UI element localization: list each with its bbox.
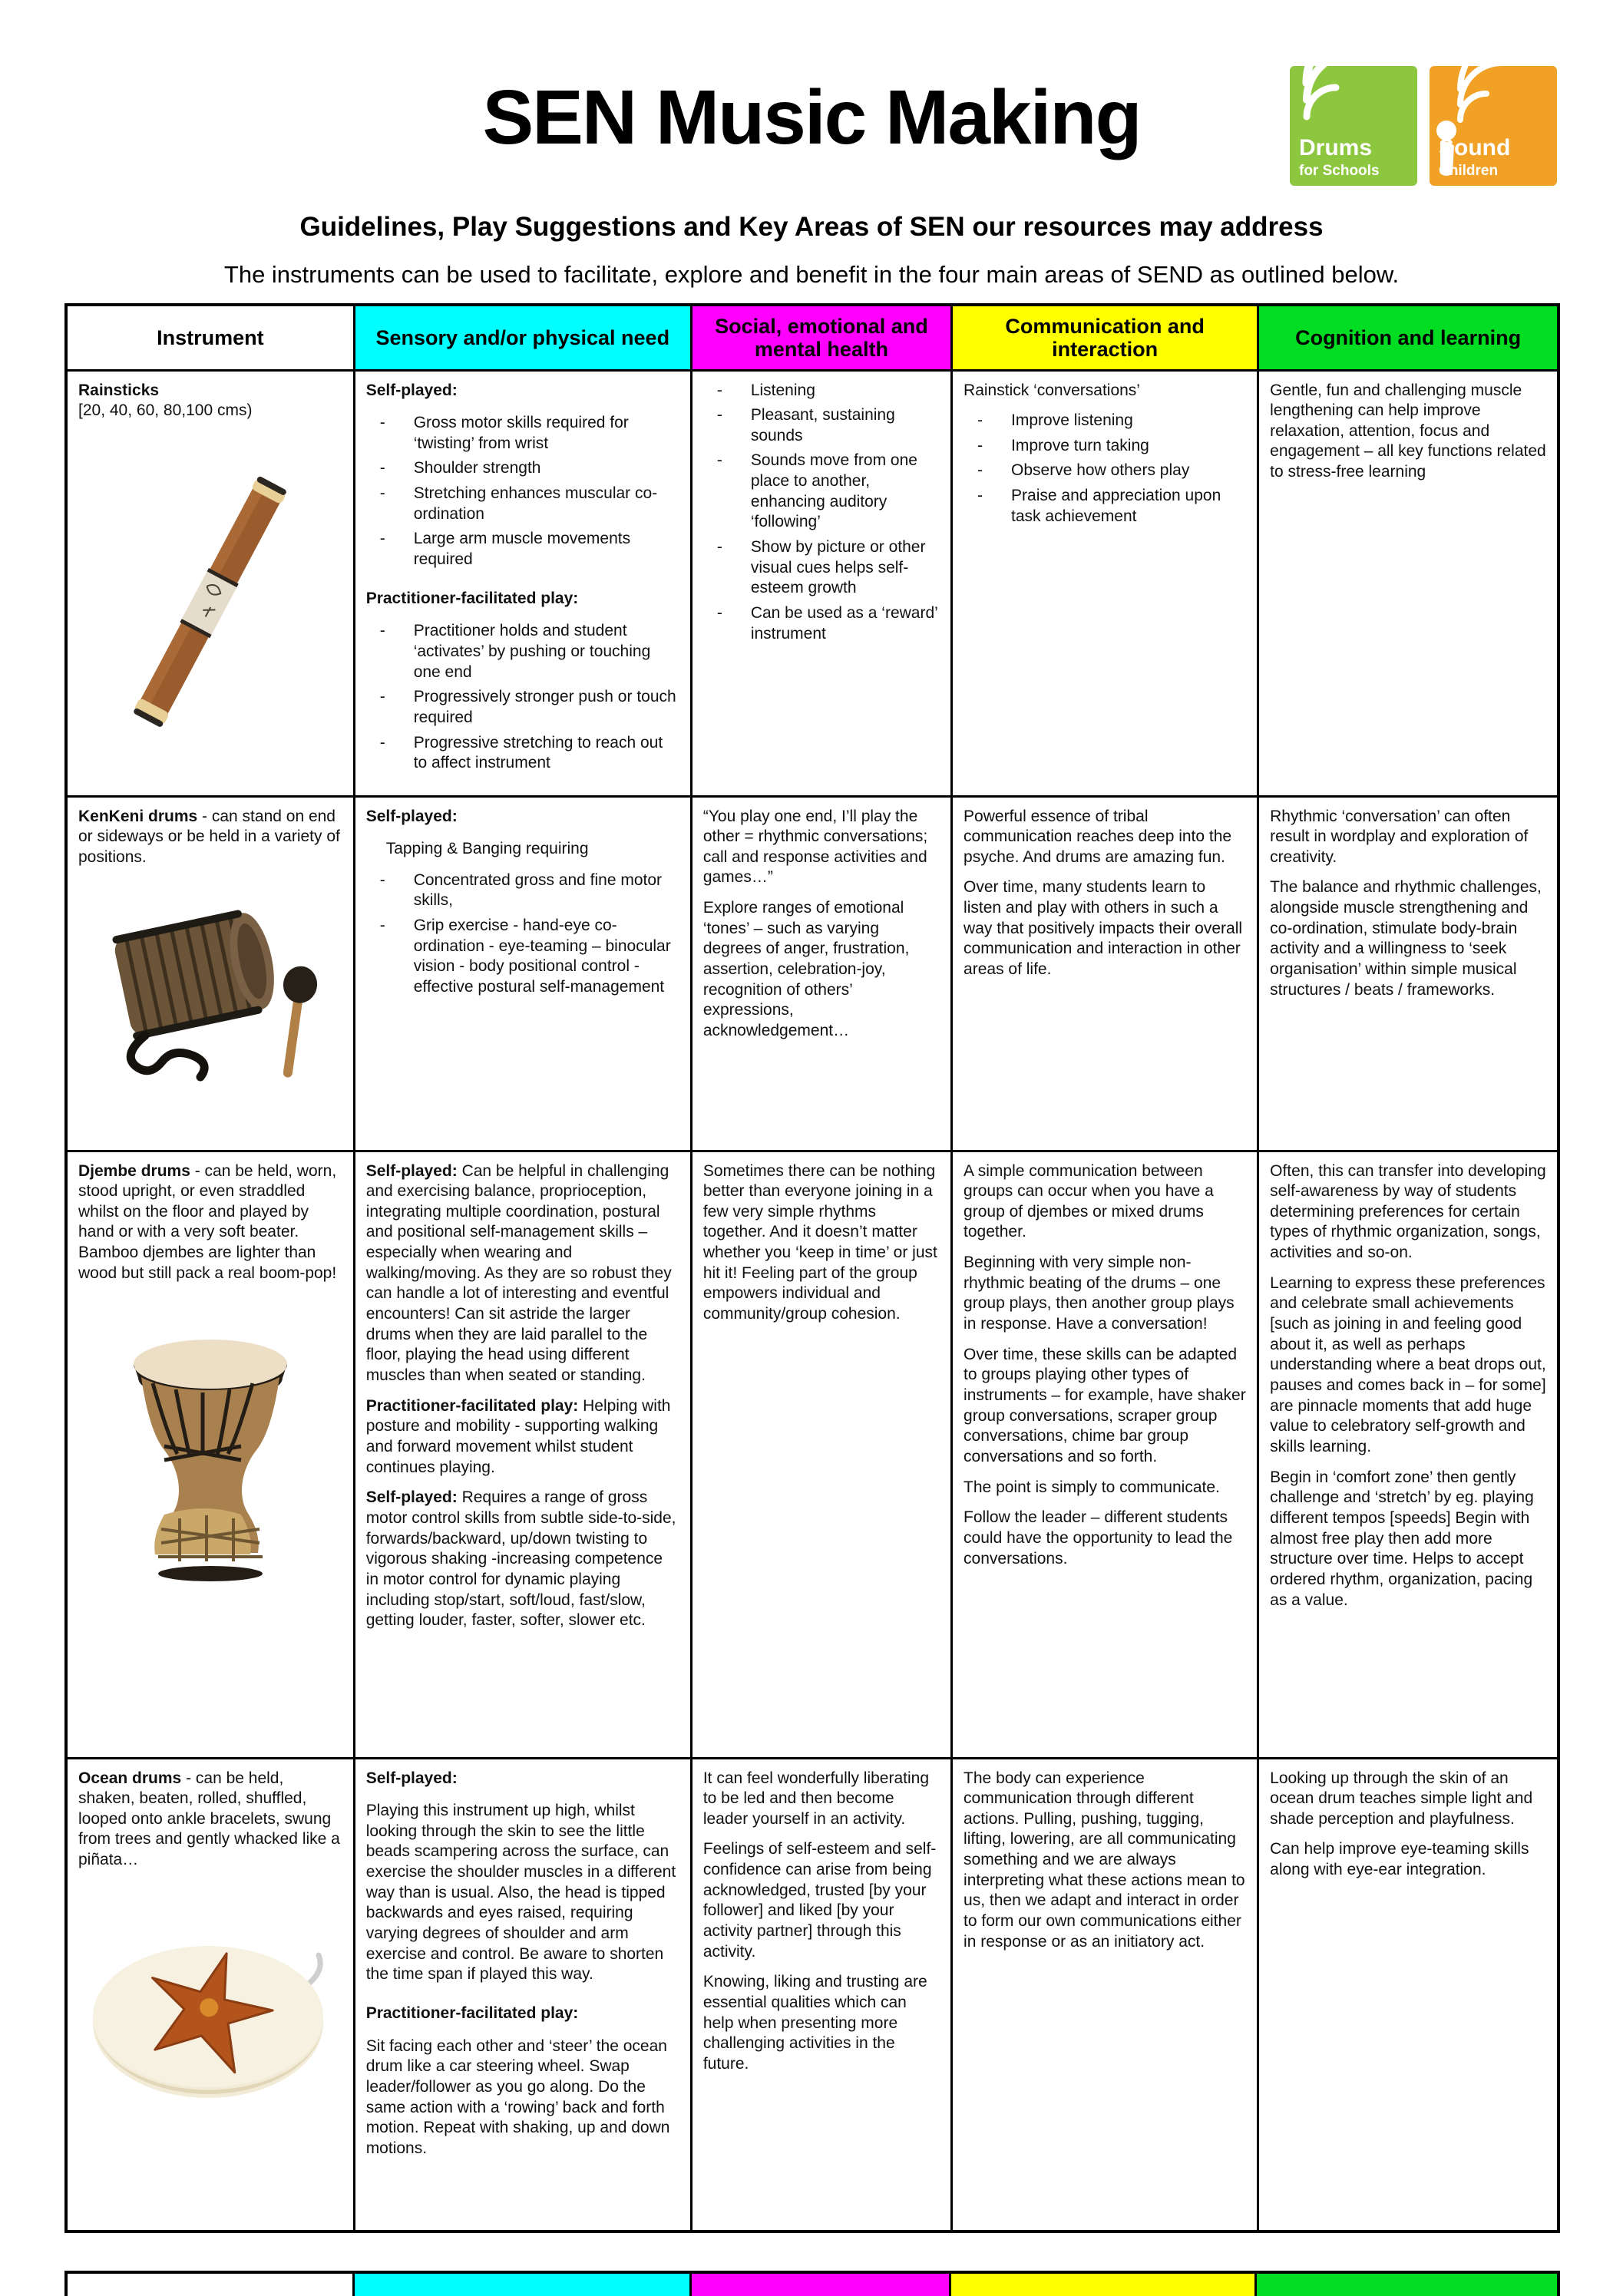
cell-rainsticks-social [691,370,951,796]
rainstick-image [114,448,306,755]
text-block: Self-played: Can be helpful in challenging and exercising balance, proprioception, integrating multiple coordination, postural and positional self-management skills – especially when wearing and walking/moving. As they are so robust they can handle a lot of interesting and eventful encounters! Can sit astride the larger drums when they are laid parallel to the floor, playing the head using different muscles than when seated or standing. [365,1161,672,1385]
text-block: Often, this can transfer into developing self-awareness by way of students determining preferences for certain types of rhythmic organization, songs, activities and so-on. [1270,1161,1546,1262]
text-block: Sit facing each other and ‘steer’ the ocean drum like a car steering wheel. Swap leader/follower as you go along. Do the same action with a ‘rowing’ back and forth motion. Repeat with shaking, up and down motions. [365,2037,670,2157]
text-block: Over time, these skills can be adapted to groups playing other types of instruments – for example, have shaker group conversations, scraper group conversations, chime bar group conversations and so forth. [964,1345,1246,1466]
text-block: Practitioner-facilitated play: [365,2004,579,2023]
text-block: Practitioner-facilitated play: Helping with posture and mobility - supporting walking and forward movement whilst student continues playing. [365,1396,671,1476]
tagline: The instruments can be used to facilitate, explore and benefit in the four main areas of SEND as outlined below. [223,261,1400,288]
text-block: - Listening [716,381,815,399]
text-block: - Pleasant, sustaining sounds [716,406,895,444]
text-block: - Practitioner holds and student ‘activates’ by pushing or touching one end [379,622,651,681]
text-block: - Progressive stretching to reach out to affect instrument [379,733,663,772]
logo-text: Drums [1299,135,1373,160]
sound-children-logo [1430,66,1557,186]
text-block: - Concentrated gross and fine motor skills, [379,870,663,910]
text-block: KenKeni drums - can stand on end or sideways or be held in a variety of positions. [78,807,340,866]
cell-kenkeni-communication [952,796,1258,1151]
cell-ocean-instrument [66,1758,354,2232]
text-block: Gentle, fun and challenging muscle lengthening can help improve relaxation, attention, focus and engagement – all key functions related to stress-free learning [1270,381,1546,481]
text-block: Rhythmic ‘conversation’ can often result in wordplay and exploration of creativity. [1270,807,1529,866]
subtitle: Guidelines, Play Suggestions and Key Areas of SEN our resources may address [299,212,1324,242]
djembe-drum-image [118,1330,302,1583]
text-block: Follow the leader – different students could have the opportunity to lead the conversations. [964,1508,1233,1568]
text-block: Powerful essence of tribal communication reaches deep into the psyche. And drums are amazing fun. [964,807,1232,866]
strip-cell-instrument [68,2274,355,2296]
text-block: - Stretching enhances muscular co-ordination [379,484,658,523]
text-block: - Improve turn taking [977,436,1149,454]
text-block: - Praise and appreciation upon task achievement [977,487,1221,525]
text-block: Ocean drums - can be held, shaken, beaten, rolled, shuffled, looped onto ankle bracelets, swung from trees and gently whacked like a piñata… [78,1769,340,1869]
cell-djembe-sensory [354,1151,691,1758]
sen-table [64,303,1560,2233]
col-header-social: Social, emotional and mental health [691,305,951,370]
text-block: A simple communication between groups can occur when you have a group of djembes or mixed drums together. [964,1161,1214,1241]
text-block: Self-played: [365,1769,458,1787]
text-block: - Improve listening [977,411,1133,430]
text-block: The point is simply to communicate. [964,1478,1220,1496]
text-block: - Sounds move from one place to another, enhancing auditory ‘following’ [716,451,917,531]
strip-cell-communication [951,2274,1257,2296]
text-block: Self-played: [365,381,458,399]
next-page-header-strip [64,2271,1560,2296]
text-block: Self-played: Requires a range of gross motor control skills from subtle side-to-side, forwards/backward, up/down twisting to vigorous shaking -increasing competence in motor control for dynamic playing including stop/start, soft/loud, fast/slow, getting louder, faster, softer, slower etc. [365,1488,676,1630]
cell-djembe-instrument [66,1151,354,1758]
col-header-sensory: Sensory and/or physical need [354,305,691,370]
text-block: [20, 40, 60, 80,100 cms) [78,401,253,420]
cell-rainsticks-communication [952,370,1258,796]
cell-djembe-cognition [1258,1151,1559,1758]
text-block: - Grip exercise - hand-eye co-ordination - eye-teaming – binocular vision - body positional control - effective postural self-management [379,917,671,996]
cell-kenkeni-cognition [1258,796,1559,1151]
col-header-instrument: Instrument [66,305,354,370]
text-block: The balance and rhythmic challenges, alongside muscle strengthening and co-ordination, stimulate body-brain activity and a willingness to ‘seek organisation’ within simple musical structures / beats / frameworks. [1270,878,1542,999]
col-header-communication: Communication and interaction [952,305,1258,370]
text-block: Explore ranges of emotional ‘tones’ – such as varying degrees of anger, frustration, assertion, celebration-joy, recognition of others’ expressions, acknowledgement… [702,899,910,1040]
strip-cell-social [692,2274,952,2296]
logo-text: Sound [1439,135,1511,160]
text-block: Over time, many students learn to listen and play with others in such a way that positively impacts their overall communication and interaction in other areas of life. [964,878,1243,979]
text-block: Looking up through the skin of an ocean drum teaches simple light and shade perception and playfulness. [1270,1769,1533,1828]
text-block: - Progressively stronger push or touch required [379,688,676,727]
text-block: Rainstick ‘conversations’ [964,381,1140,399]
cell-rainsticks-sensory [354,370,691,796]
text-block: Self-played: [365,807,458,825]
text-block: Beginning with very simple non-rhythmic beating of the drums – one group plays, then another group plays in response. Have a conversation! [964,1254,1235,1333]
ocean-drum-image [84,1924,337,2116]
cell-kenkeni-sensory [354,796,691,1151]
text-block: Djembe drums - can be held, worn, stood upright, or even straddled whilst on the floor and played by hand or with a very soft beater. Bamboo djembes are lighter than wood but still pack a real boom-pop! [78,1161,337,1282]
cell-kenkeni-instrument [66,796,354,1151]
cell-ocean-sensory [354,1758,691,2232]
strip-cell-sensory [355,2274,691,2296]
cell-ocean-social [691,1758,951,2232]
cell-djembe-social [691,1151,951,1758]
logo-text: Children [1439,163,1499,179]
text-block: Playing this instrument up high, whilst looking through the skin to see the little beads scampering across the surface, can exercise the shoulder muscles in a different way than is usual. Also, the head is tipped backwards and eyes raised, requiring varying degrees of shoulder and arm exercise and control. Be aware to shorten the time span if played this way. [365,1802,676,1984]
cell-rainsticks-cognition [1258,370,1559,796]
table-row-djembe [66,1151,1559,1758]
text-block: Feelings of self-esteem and self-confidence can arise from being acknowledged, trusted [by your follower] and liked [by your activity partner] through this activity. [702,1840,937,1961]
text-block: Begin in ‘comfort zone’ then gently challenge and ‘stretch’ by eg. playing different tempos [speeds] Begin with almost free play then add more structure over time. Helps to accept ordered rhythm, organization, pacing as a value. [1270,1468,1534,1609]
text-block: Can help improve eye-teaming skills along with eye-ear integration. [1270,1840,1529,1879]
cell-djembe-communication [952,1151,1258,1758]
text-block: Knowing, liking and trusting are essential qualities which can help when presenting more challenging activities in the future. [702,1973,927,2073]
text-block: - Can be used as a ‘reward’ instrument [716,604,938,643]
cell-rainsticks-instrument [66,370,354,796]
table-row-kenkeni [66,796,1559,1151]
text-block: - Gross motor skills required for ‘twisting’ from wrist [379,414,629,452]
text-block: Learning to express these preferences and celebrate small achievements [such as joining in and feeling good about it, as well as perhaps understanding where a beat drops out, pauses and comes back in – for some] are pinnacle moments that add huge value to celebratory self-growth and skills learning. [1270,1274,1546,1456]
logo-text: for Schools [1299,163,1380,179]
text-block: Rainsticks [78,381,160,399]
text-block: Sometimes there can be nothing better than everyone joining in a few very simple rhythms together. And it doesn’t matter whether you ‘keep in time’ or just hit it! Feeling part of the group empowers individual and community/group cohesion. [702,1161,937,1323]
kenkeni-drum-image [91,894,329,1093]
strip-cell-cognition [1257,2274,1557,2296]
table-row-rainsticks [66,370,1559,796]
text-block: - Shoulder strength [379,459,541,477]
cell-ocean-communication [952,1758,1258,2232]
text-block: - Large arm muscle movements required [379,530,631,569]
text-block: “You play one end, I’ll play the other = rhythmic conversations; call and response activities and games…” [702,807,928,887]
cell-kenkeni-social [691,796,951,1151]
header-row [66,305,1559,370]
page-title: SEN Music Making [482,74,1141,160]
text-block: It can feel wonderfully liberating to be led and then become leader yourself in an activity. [702,1769,929,1828]
cell-ocean-cognition [1258,1758,1559,2232]
text-block: - Observe how others play [977,461,1190,480]
table-row-ocean [66,1758,1559,2232]
drums-for-schools-logo [1290,66,1417,186]
text-block: Practitioner-facilitated play: [365,589,579,607]
text-block: Tapping & Banging requiring [385,840,589,858]
text-block: The body can experience communication through different actions. Pulling, pushing, tugging, lifting, lowering, are all communicating something and we are always interpreting what these actions mean to us, then we adapt and interact in order to form our own communications either in response or as an initiatory act. [964,1769,1245,1951]
text-block: - Show by picture or other visual cues helps self-esteem growth [716,538,926,597]
col-header-cognition: Cognition and learning [1258,305,1559,370]
